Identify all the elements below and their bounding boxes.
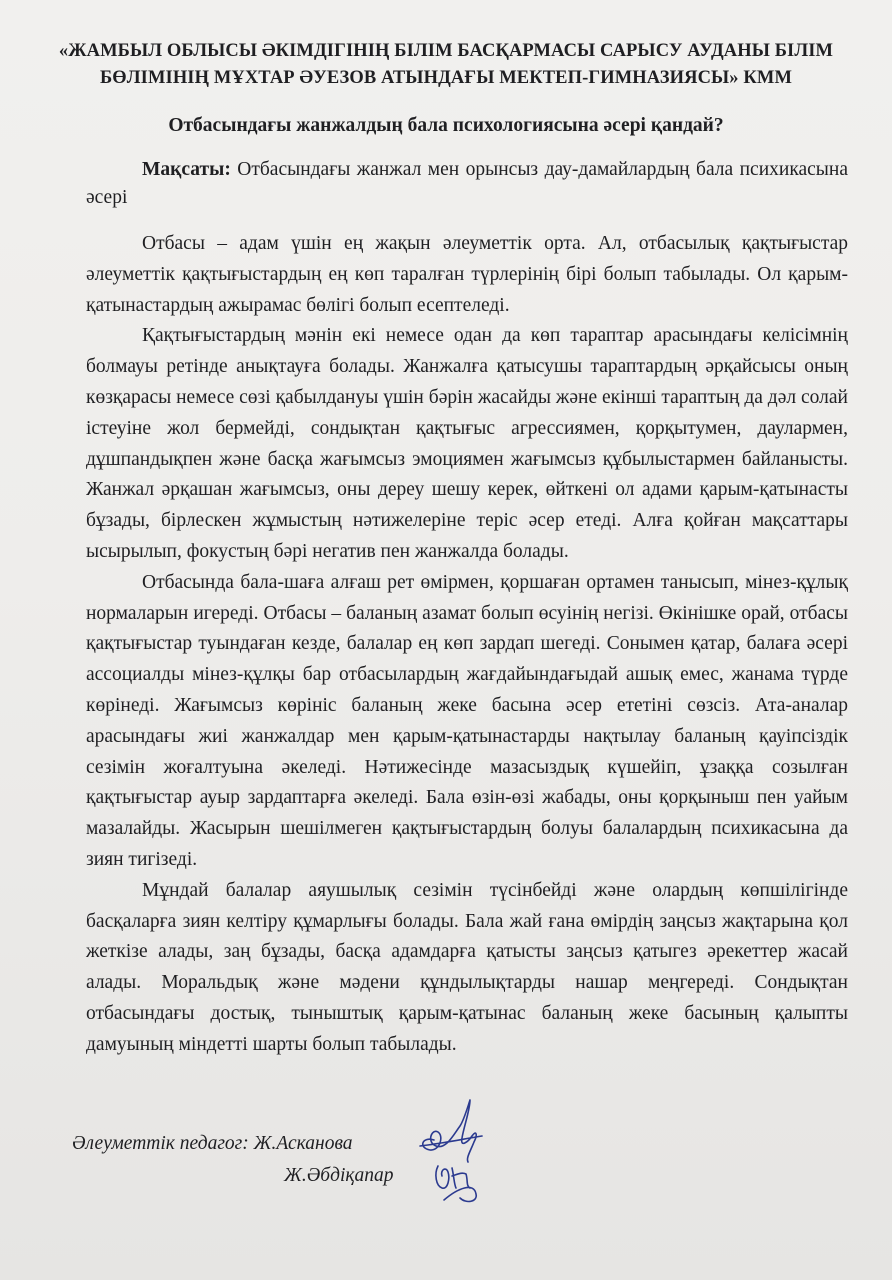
document-title: Отбасындағы жанжалдың бала психологиясына әсері қандай?: [168, 115, 724, 136]
signature-scribble-icon: [408, 1096, 498, 1206]
paragraph: Қақтығыстардың мәнін екі немесе одан да көп тараптар арасындағы келісімнің болмауы ретінде анықтауға болады. Жанжалға қатысушы тараптардың әрқайсысы оның көзқарасы немесе сөзі қабылдануы үшін бәрін жасайды және екінші тараптың да дәл солай істеуіне жол бермейді, сондықтан қақтығыс агрессиямен, қорқытумен, даулармен, дұшпандықпен және басқа жағымсыз эмоциямен жағымсыз құбылыстармен байланысты. Жанжал әрқашан жағымсыз, оны дереу шешу керек, өйткені ол адами қарым-қатынасты бұзады, бірлескен жұмыстың нәтижелеріне теріс әсер етеді. Алға қойған мақсаттары ысырылып, фокустың бәрі негатив пен жанжалда болады.: [86, 325, 848, 562]
signer-1: Әлеуметтік педагог: Ж.Асканова: [72, 1133, 353, 1154]
paragraph: Мұндай балалар аяушылық сезімін түсінбейді және олардың көпшілігінде басқаларға зиян келтіру құмарлығы болады. Бала жай ғана өмірдің заңсыз жақтарына қол жеткізе алады, заң бұзады, басқа адамдарға қатысты заңсыз қатыгез әрекеттер жасай алады. Моральдық және мәдени құндылықтарды нашар меңгереді. Сондықтан отбасындағы достық, тыныштық қарым-қатынас баланың жеке басының қалыпты дамуының міндетті шарты болып табылады.: [86, 879, 848, 1055]
paragraph: Отбасы – адам үшін ең жақын әлеуметтік орта. Ал, отбасылық қақтығыстар әлеуметтік қақтығыстардың ең көп таралған түрлерінің бірі болып табылады. Ол қарым-қатынастардың ажырамас бөлігі болып есептеледі.: [86, 233, 848, 316]
header-line-2: БӨЛІМІНІҢ МҰХТАР ӘУЕЗОВ АТЫНДАҒЫ МЕКТЕП-ГИМНАЗИЯСЫ» КММ: [99, 68, 793, 88]
goal-label: Мақсаты:: [142, 159, 231, 180]
paragraph: Отбасында бала-шаға алғаш рет өмірмен, қоршаған ортамен танысып, мінез-құлық нормаларын игереді. Отбасы – баланың азамат болып өсуінің негізі. Өкінішке орай, отбасы қақтығыстар туындаған кезде, балалар ең көп зардап шегеді. Сонымен қатар, балаға әсері ассоциалды мінез-құлқы бар отбасылардың жағдайындағыдай ашық емес, жанама түрде көрінеді. Жағымсыз көрініс баланың жеке басына әсер ететіні сөзсіз. Ата-аналар арасындағы жиі жанжалдар мен қарым-қатынастарды нақтылау баланың қауіпсіздік сезімін жоғалтуына әкеледі. Нәтижесінде мазасыздық күшейіп, ұзаққа созылған қақтығыстар ауыр зардаптарға әкеледі. Бала өзін-өзі жабады, оны қорқыныш пен уайым мазалайды. Жасырын шешілмеген қақтығыстардың болуы балалардың психикасына да зиян тигізеді.: [86, 571, 848, 870]
document-body: [86, 229, 848, 1061]
handwritten-signature: [408, 1096, 498, 1206]
header-line-1: «ЖАМБЫЛ ОБЛЫСЫ ӘКІМДІГІНІҢ БІЛІМ БАСҚАРМАСЫ САРЫСУ АУДАНЫ БІЛІМ: [58, 41, 834, 61]
signer-2: Ж.Әбдіқапар: [284, 1165, 394, 1186]
goal-text: Отбасындағы жанжал мен орынсыз дау-дамайлардың бала психикасына әсері: [86, 159, 848, 208]
school-header: [40, 38, 852, 92]
goal-statement: [86, 156, 848, 212]
